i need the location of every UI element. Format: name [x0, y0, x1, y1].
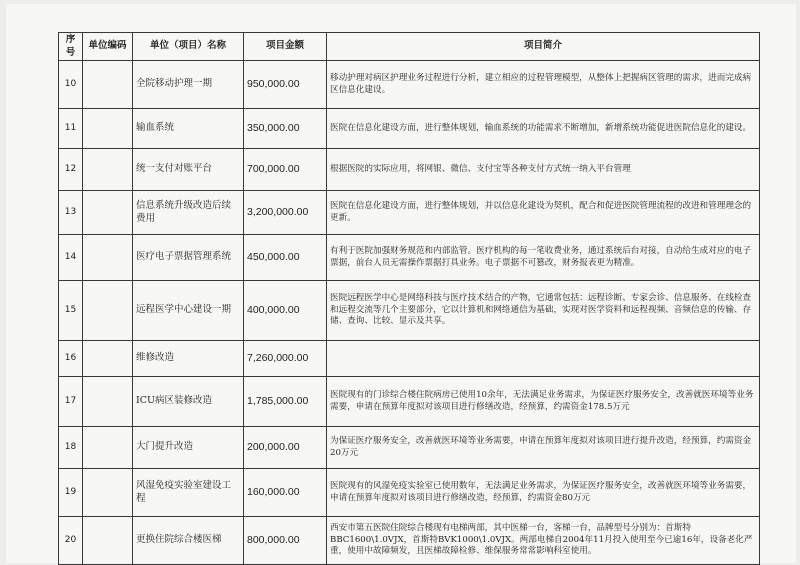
project-name: 信息系统升级改造后续费用 — [133, 191, 244, 235]
unit-code — [83, 427, 133, 469]
header-name: 单位（项目）名称 — [133, 33, 244, 61]
unit-code — [83, 377, 133, 427]
project-amount: 160,000.00 — [244, 469, 327, 517]
row-number: 16 — [59, 341, 83, 377]
project-description: 医院远程医学中心是网络科技与医疗技术结合的产物，它通常包括：远程诊断、专家会诊、信息服务、在线检查和远程交流等几个主要部分，它以计算机和网络通信为基础，实现对医学资料和远程视频、音频信息的传输、存储、查询、比较、显示及共享。 — [327, 281, 760, 341]
project-name: 远程医学中心建设一期 — [133, 281, 244, 341]
unit-code — [83, 517, 133, 565]
project-name: 全院移动护理一期 — [133, 61, 244, 109]
project-amount: 800,000.00 — [244, 517, 327, 565]
unit-code — [83, 341, 133, 377]
project-name: 风湿免疫实验室建设工程 — [133, 469, 244, 517]
project-name: 大门提升改造 — [133, 427, 244, 469]
project-description: 为保证医疗服务安全，改善就医环境等业务需要，申请在预算年度拟对该项目进行提升改造，经预算，约需资金20万元 — [327, 427, 760, 469]
row-number: 12 — [59, 149, 83, 191]
unit-code — [83, 191, 133, 235]
table-header-row — [59, 33, 760, 61]
table-row — [59, 61, 760, 109]
project-amount: 700,000.00 — [244, 149, 327, 191]
project-amount: 350,000.00 — [244, 109, 327, 149]
project-amount: 1,785,000.00 — [244, 377, 327, 427]
row-number: 18 — [59, 427, 83, 469]
table-row — [59, 427, 760, 469]
project-amount: 950,000.00 — [244, 61, 327, 109]
project-description: 医院在信息化建设方面，进行整体规划，并以信息化建设为契机，配合和促进医院管理流程的改进和管理理念的更新。 — [327, 191, 760, 235]
project-name: 统一支付对账平台 — [133, 149, 244, 191]
project-description — [327, 341, 760, 377]
project-name: 更换住院综合楼医梯 — [133, 517, 244, 565]
table-row — [59, 149, 760, 191]
table-row — [59, 235, 760, 281]
project-amount: 3,200,000.00 — [244, 191, 327, 235]
project-amount: 7,260,000.00 — [244, 341, 327, 377]
unit-code — [83, 61, 133, 109]
unit-code — [83, 281, 133, 341]
table-row — [59, 109, 760, 149]
project-description: 根据医院的实际应用，将网银、微信、支付宝等各种支付方式统一纳入平台管理 — [327, 149, 760, 191]
row-number: 14 — [59, 235, 83, 281]
project-description: 医院在信息化建设方面，进行整体规划，输血系统的功能需求不断增加，新增系统功能促进医院信息化的建设。 — [327, 109, 760, 149]
project-amount: 200,000.00 — [244, 427, 327, 469]
row-number: 11 — [59, 109, 83, 149]
project-description: 移动护理对病区护理业务过程进行分析，建立相应的过程管理模型，从整体上把握病区管理的需求，进而完成病区信息化建设。 — [327, 61, 760, 109]
header-no: 序号 — [59, 33, 83, 61]
project-description: 有利于医院加强财务规范和内部监管。医疗机构的每一笔收费业务，通过系统后台对接，自动给生成对应的电子票据，前台人员无需操作票据打具业务。电子票据不可篡改，财务报表更为精准。 — [327, 235, 760, 281]
row-number: 10 — [59, 61, 83, 109]
row-number: 17 — [59, 377, 83, 427]
unit-code — [83, 235, 133, 281]
row-number: 15 — [59, 281, 83, 341]
row-number: 19 — [59, 469, 83, 517]
row-number: 20 — [59, 517, 83, 565]
scanned-page — [6, 4, 796, 563]
unit-code — [83, 469, 133, 517]
table-row — [59, 191, 760, 235]
row-number: 13 — [59, 191, 83, 235]
table-row — [59, 377, 760, 427]
project-amount: 400,000.00 — [244, 281, 327, 341]
header-description: 项目简介 — [327, 33, 760, 61]
table-row — [59, 469, 760, 517]
header-unit-code: 单位编码 — [83, 33, 133, 61]
unit-code — [83, 149, 133, 191]
project-table — [58, 32, 760, 565]
project-description: 医院现有的门诊综合楼住院病房已使用10余年，无法满足业务需求，为保证医疗服务安全，改善就医环境等业务需要，申请在预算年度拟对该项目进行修缮改造，经预算，约需资金178.5万元 — [327, 377, 760, 427]
project-name: 医疗电子票据管理系统 — [133, 235, 244, 281]
table-row — [59, 281, 760, 341]
header-amount: 项目金额 — [244, 33, 327, 61]
project-description: 医院现有的风湿免疫实验室已使用数年，无法满足业务需求，为保证医疗服务安全，改善就医环境等业务需要，申请在预算年度拟对该项目进行修缮改造，经预算，约需资金80万元 — [327, 469, 760, 517]
table-row — [59, 341, 760, 377]
project-name: ICU病区装修改造 — [133, 377, 244, 427]
unit-code — [83, 109, 133, 149]
project-name: 维修改造 — [133, 341, 244, 377]
project-name: 输血系统 — [133, 109, 244, 149]
table-row — [59, 517, 760, 565]
project-description: 西安市第五医院住院综合楼现有电梯两部，其中医梯一台，客梯一台，品牌型号分别为：首斯特BBC1600\1.0VJX，首斯特BVK1000\1.0VJX。两部电梯自2004年11月投入使用至今已逾16年，设备老化严重，使用中故障频发，且医梯故障检修、维保服务常常影响科室使用。 — [327, 517, 760, 565]
project-amount: 450,000.00 — [244, 235, 327, 281]
